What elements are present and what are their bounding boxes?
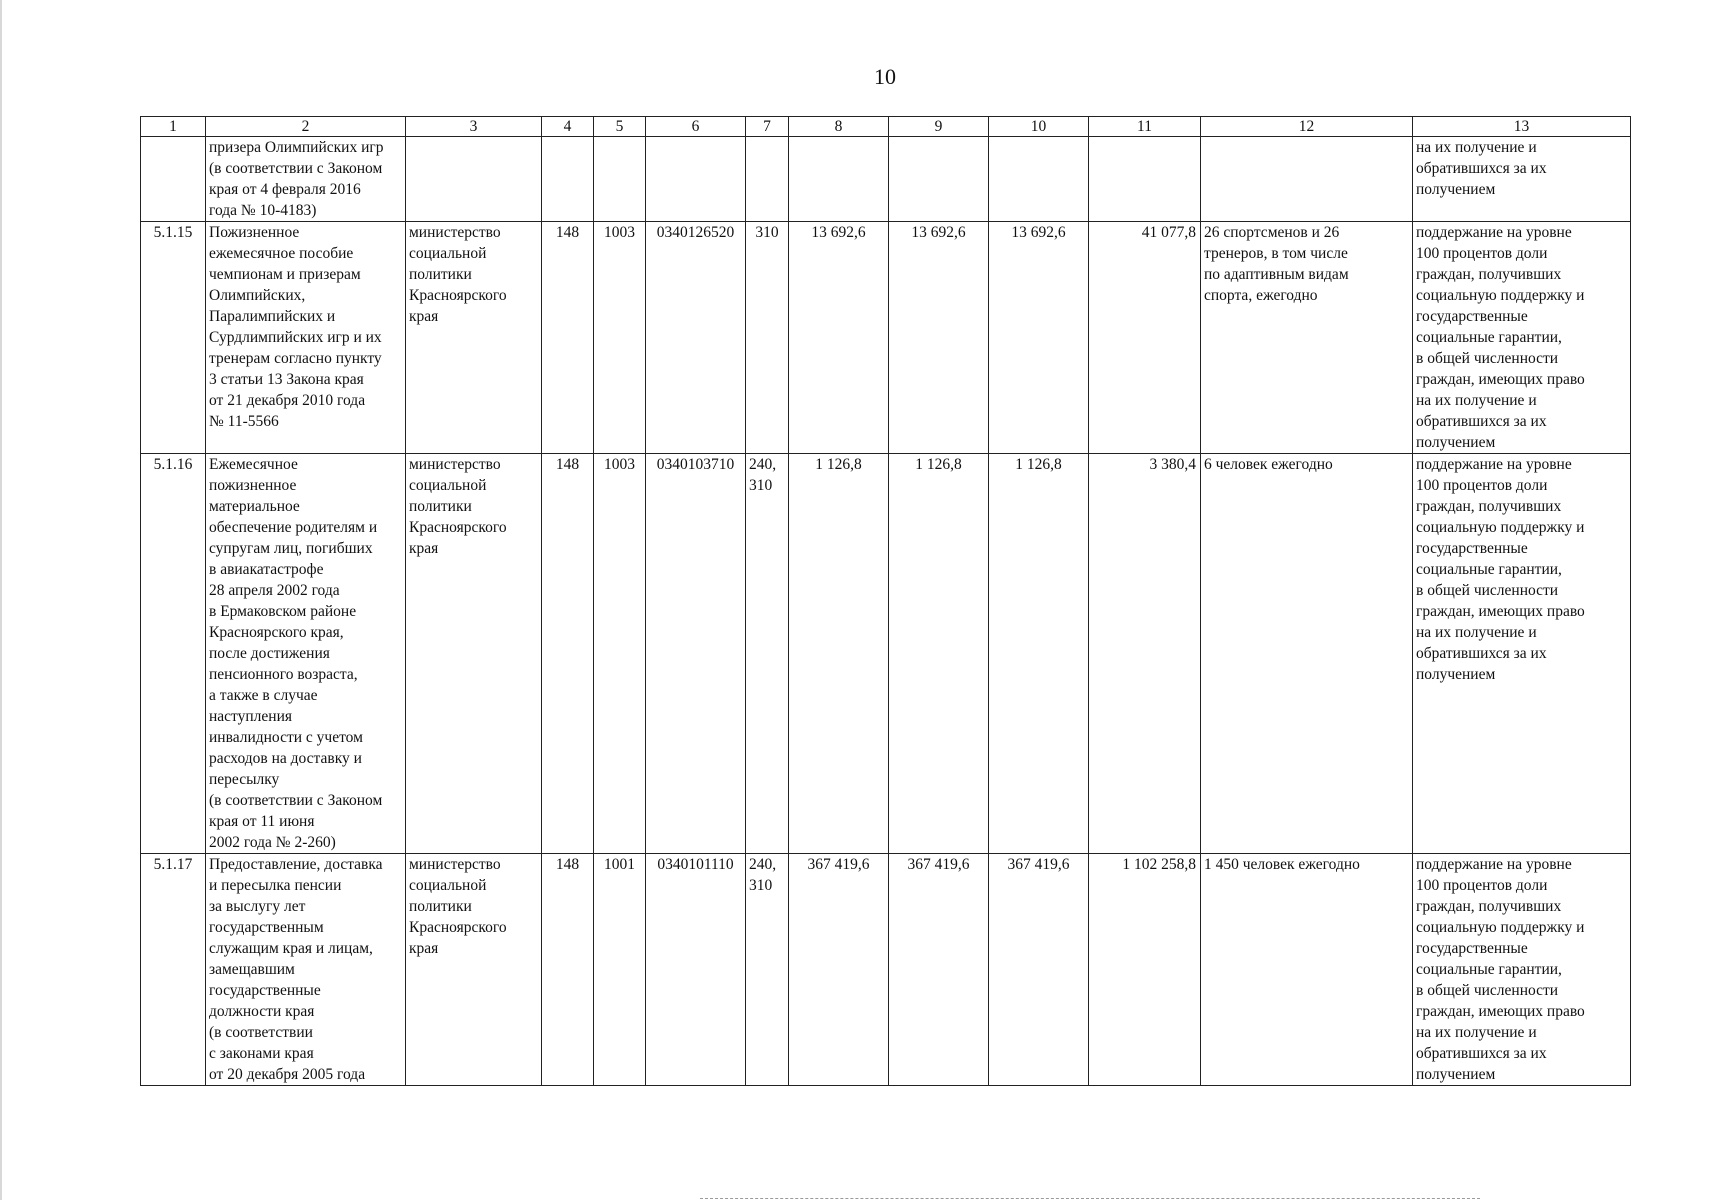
cell-year-1: 13 692,6: [789, 222, 889, 454]
cell-grbs: [542, 137, 594, 222]
cell-rzpr: 1003: [594, 454, 646, 854]
header-col-9: 9: [889, 117, 989, 137]
header-col-8: 8: [789, 117, 889, 137]
cell-result: [1201, 137, 1413, 222]
cell-measure-name: Пожизненное ежемесячное пособие чемпионам и призерам Олимпийских, Паралимпийских и Сурдлимпийских игр и их тренерам согласно пункту 3 статьи 13 Закона края от 21 декабря 2010 года № 11-5566: [206, 222, 406, 454]
table-row: [141, 854, 1631, 1086]
cell-csr: 0340103710: [646, 454, 746, 854]
header-col-3: 3: [406, 117, 542, 137]
cell-indicator: поддержание на уровне 100 процентов доли граждан, получивших социальную поддержку и государственные социальные гарантии, в общей численности граждан, имеющих право на их получение и обратившихся за их получением: [1413, 454, 1631, 854]
cell-year-2: 13 692,6: [889, 222, 989, 454]
cell-vr: [746, 137, 789, 222]
cell-csr: 0340126520: [646, 222, 746, 454]
cell-grbs: 148: [542, 854, 594, 1086]
header-col-5: 5: [594, 117, 646, 137]
cell-vr: 240, 310: [746, 454, 789, 854]
cell-year-1: 1 126,8: [789, 454, 889, 854]
header-col-13: 13: [1413, 117, 1631, 137]
cell-result: 1 450 человек ежегодно: [1201, 854, 1413, 1086]
cell-indicator: на их получение и обратившихся за их получением: [1413, 137, 1631, 222]
cell-year-2: [889, 137, 989, 222]
cell-number: 5.1.16: [141, 454, 206, 854]
page-number: 10: [874, 64, 896, 89]
cell-year-2: 367 419,6: [889, 854, 989, 1086]
scan-left-edge: [0, 0, 2, 1200]
budget-program-table: [140, 116, 1631, 1086]
cell-rzpr: 1001: [594, 854, 646, 1086]
table-row: [141, 222, 1631, 454]
cell-grbs: 148: [542, 222, 594, 454]
cell-year-3: [989, 137, 1089, 222]
cell-total: 3 380,4: [1089, 454, 1201, 854]
cell-year-1: 367 419,6: [789, 854, 889, 1086]
cell-result: 26 спортсменов и 26 тренеров, в том числе по адаптивным видам спорта, ежегодно: [1201, 222, 1413, 454]
cell-year-2: 1 126,8: [889, 454, 989, 854]
cell-year-3: 1 126,8: [989, 454, 1089, 854]
cell-vr: 240, 310: [746, 854, 789, 1086]
column-number-row: [141, 117, 1631, 137]
header-col-6: 6: [646, 117, 746, 137]
table-row: [141, 454, 1631, 854]
table-row-continued: [141, 137, 1631, 222]
cell-measure-name: Предоставление, доставка и пересылка пенсии за выслугу лет государственным служащим края и лицам, замещавшим государственные должности края (в соответствии с законами края от 20 декабря 2005 года: [206, 854, 406, 1086]
cell-result: 6 человек ежегодно: [1201, 454, 1413, 854]
cell-vr: 310: [746, 222, 789, 454]
header-col-2: 2: [206, 117, 406, 137]
cell-ministry: министерство социальной политики Красноярского края: [406, 854, 542, 1086]
header-col-1: 1: [141, 117, 206, 137]
cell-indicator: поддержание на уровне 100 процентов доли граждан, получивших социальную поддержку и государственные социальные гарантии, в общей численности граждан, имеющих право на их получение и обратившихся за их получением: [1413, 854, 1631, 1086]
cell-number: 5.1.17: [141, 854, 206, 1086]
cell-number: 5.1.15: [141, 222, 206, 454]
cell-grbs: 148: [542, 454, 594, 854]
cell-year-3: 13 692,6: [989, 222, 1089, 454]
cell-csr: 0340101110: [646, 854, 746, 1086]
cell-measure-name: Ежемесячное пожизненное материальное обеспечение родителям и супругам лиц, погибших в авиакатастрофе 28 апреля 2002 года в Ермаковском районе Красноярского края, после достижения пенсионного возраста, а также в случае наступления инвалидности с учетом расходов на доставку и пересылку (в соответствии с Законом края от 11 июня 2002 года № 2-260): [206, 454, 406, 854]
cell-measure-name: призера Олимпийских игр (в соответствии с Законом края от 4 февраля 2016 года № 10-4183): [206, 137, 406, 222]
header-col-7: 7: [746, 117, 789, 137]
cell-csr: [646, 137, 746, 222]
cell-total: 41 077,8: [1089, 222, 1201, 454]
cell-rzpr: [594, 137, 646, 222]
header-col-4: 4: [542, 117, 594, 137]
cell-number: [141, 137, 206, 222]
header-col-10: 10: [989, 117, 1089, 137]
cell-ministry: министерство социальной политики Красноярского края: [406, 222, 542, 454]
cell-total: [1089, 137, 1201, 222]
cell-year-3: 367 419,6: [989, 854, 1089, 1086]
header-col-11: 11: [1089, 117, 1201, 137]
cell-ministry: министерство социальной политики Красноярского края: [406, 454, 542, 854]
cell-indicator: поддержание на уровне 100 процентов доли граждан, получивших социальную поддержку и государственные социальные гарантии, в общей численности граждан, имеющих право на их получение и обратившихся за их получением: [1413, 222, 1631, 454]
cell-total: 1 102 258,8: [1089, 854, 1201, 1086]
header-col-12: 12: [1201, 117, 1413, 137]
cell-rzpr: 1003: [594, 222, 646, 454]
cell-year-1: [789, 137, 889, 222]
cell-ministry: [406, 137, 542, 222]
